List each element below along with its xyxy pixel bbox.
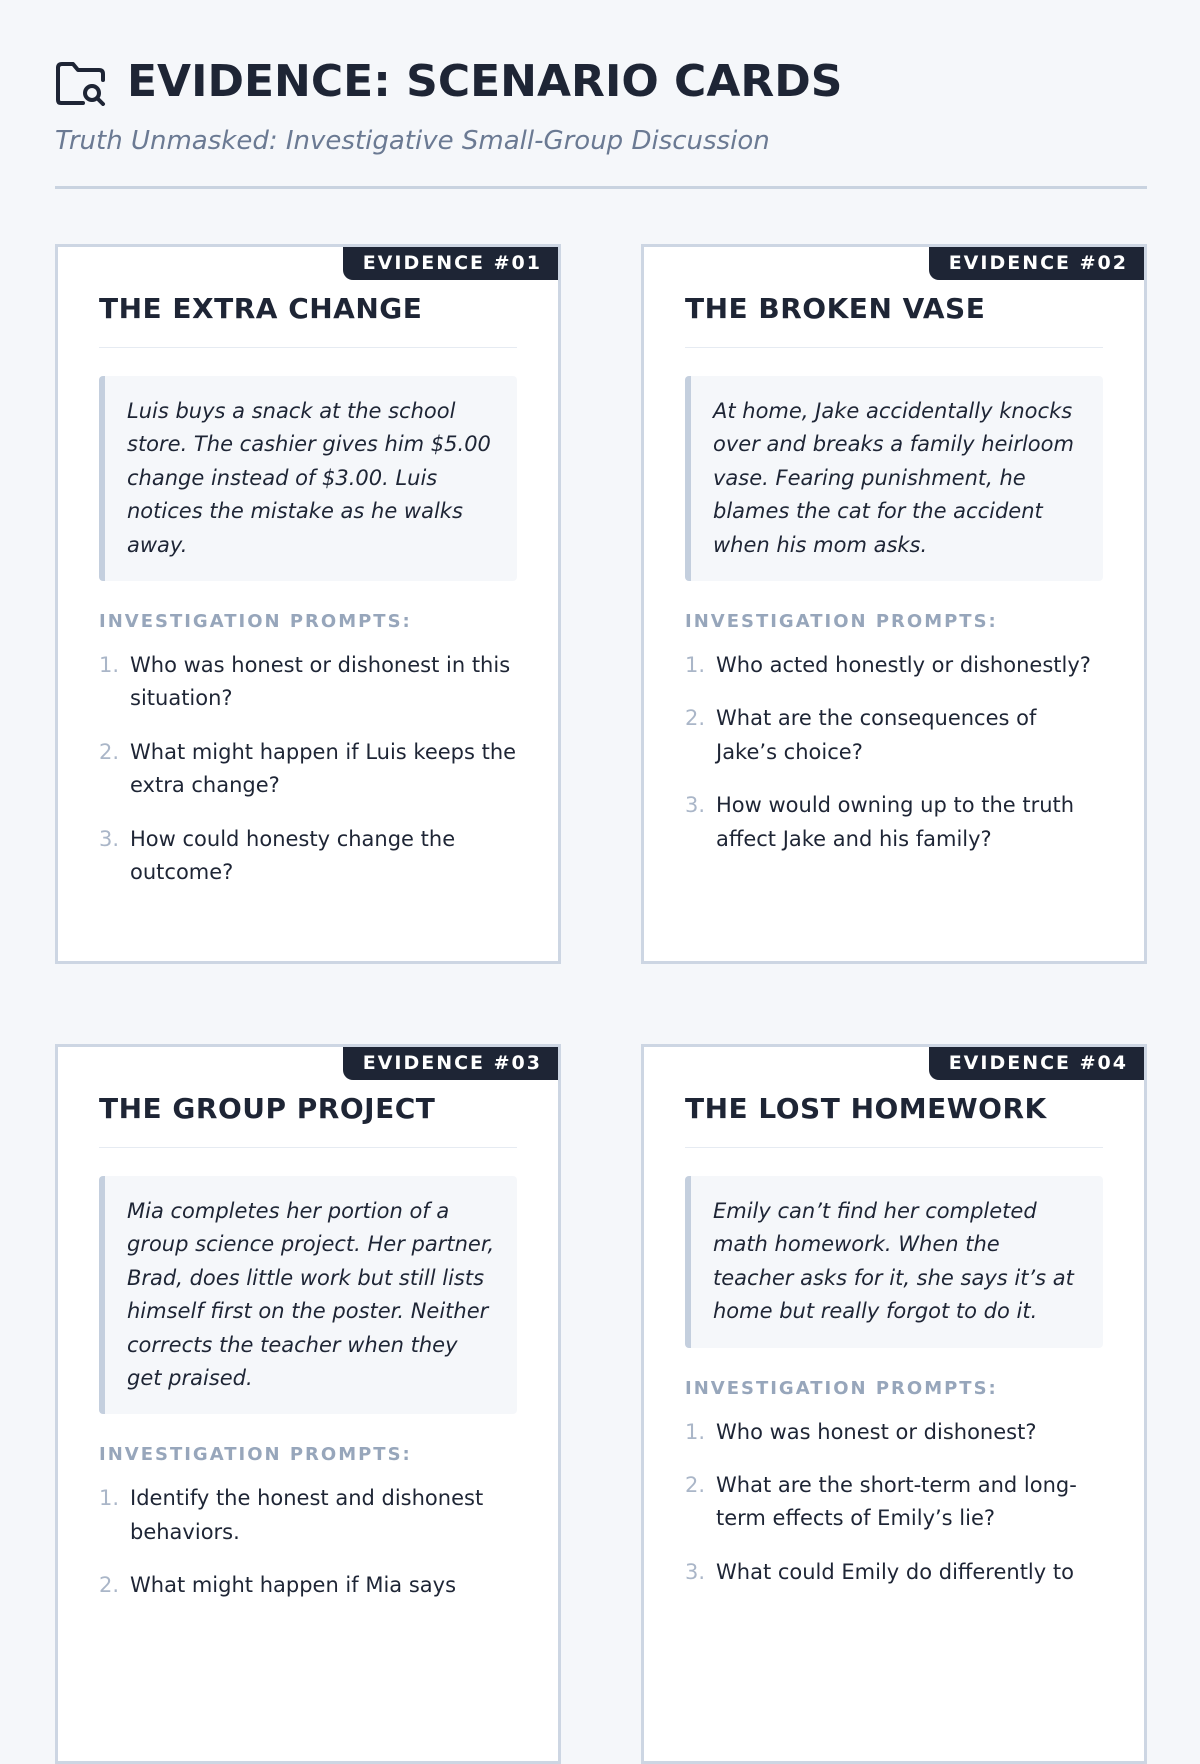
prompt-number: 2. <box>99 1573 120 1598</box>
page-title: EVIDENCE: SCENARIO CARDS <box>127 56 843 107</box>
prompt-number: 1. <box>685 653 706 678</box>
scenario-card <box>641 1044 1147 1764</box>
prompt-item <box>99 649 517 716</box>
prompt-item <box>685 702 1103 769</box>
card-title: THE GROUP PROJECT <box>99 1091 517 1148</box>
prompts-label: INVESTIGATION PROMPTS: <box>99 1444 412 1466</box>
prompt-number: 3. <box>685 793 706 818</box>
header-divider <box>55 186 1147 189</box>
prompt-item <box>99 736 517 803</box>
page-subtitle: Truth Unmasked: Investigative Small-Group Discussion <box>55 126 770 156</box>
folder-search-icon <box>55 60 107 106</box>
scenario-text: At home, Jake accidentally knocks over and breaks a family heirloom vase. Fearing punishment, he blames the cat for the accident when his mom asks. <box>685 376 1103 581</box>
prompt-text: What are the consequences of Jake’s choice? <box>716 706 1037 764</box>
prompt-number: 1. <box>685 1419 706 1444</box>
prompt-text: How could honesty change the outcome? <box>130 826 456 885</box>
card-grid <box>55 244 1147 1764</box>
card-title: THE BROKEN VASE <box>685 291 1103 348</box>
prompt-item <box>685 1416 1103 1449</box>
prompt-number: 2. <box>685 1473 706 1498</box>
prompt-text: Who was honest or dishonest? <box>716 1419 1037 1444</box>
prompt-item <box>685 1469 1103 1536</box>
scenario-card <box>641 244 1147 964</box>
prompt-number: 1. <box>99 653 120 678</box>
header <box>55 56 1147 108</box>
prompt-text: What are the short-term and long-term effects of Emily’s lie? <box>716 1473 1077 1531</box>
prompt-item <box>685 649 1103 682</box>
prompt-text: What could Emily do differently to <box>716 1559 1074 1584</box>
prompt-item <box>685 1556 1103 1589</box>
evidence-tag: EVIDENCE #02 <box>929 247 1144 280</box>
evidence-tag: EVIDENCE #01 <box>343 247 558 280</box>
prompt-number: 3. <box>685 1559 706 1584</box>
prompt-text: Identify the honest and dishonest behaviors. <box>130 1486 484 1544</box>
prompt-number: 2. <box>685 706 706 731</box>
prompt-list <box>685 1416 1103 1590</box>
prompt-item <box>99 1482 517 1549</box>
scenario-card <box>55 244 561 964</box>
scenario-text: Mia completes her portion of a group science project. Her partner, Brad, does little work but still lists himself first on the poster. Neither corrects the teacher when they get praised. <box>99 1176 517 1414</box>
evidence-tag: EVIDENCE #03 <box>343 1047 558 1080</box>
scenario-card <box>55 1044 561 1764</box>
prompt-number: 3. <box>99 826 120 851</box>
prompts-label: INVESTIGATION PROMPTS: <box>685 611 998 633</box>
prompt-item <box>99 1569 517 1602</box>
prompts-label: INVESTIGATION PROMPTS: <box>99 611 412 633</box>
evidence-tag: EVIDENCE #04 <box>929 1047 1144 1080</box>
scenario-text: Luis buys a snack at the school store. The cashier gives him $5.00 change instead of $3.00. Luis notices the mistake as he walks away. <box>99 376 517 581</box>
prompt-text: What might happen if Mia says <box>130 1573 457 1598</box>
prompt-list <box>99 649 517 889</box>
prompt-text: How would owning up to the truth affect Jake and his family? <box>716 793 1075 851</box>
prompt-number: 2. <box>99 739 120 764</box>
card-title: THE EXTRA CHANGE <box>99 291 517 348</box>
prompt-item <box>685 789 1103 856</box>
prompts-label: INVESTIGATION PROMPTS: <box>685 1377 998 1399</box>
card-title: THE LOST HOMEWORK <box>685 1091 1103 1148</box>
prompt-text: Who acted honestly or dishonestly? <box>716 653 1091 678</box>
prompt-text: What might happen if Luis keeps the extra change? <box>130 739 517 798</box>
prompt-text: Who was honest or dishonest in this situation? <box>130 653 511 711</box>
scenario-text: Emily can’t find her completed math homework. When the teacher asks for it, she says it’s at home but really forgot to do it. <box>685 1176 1103 1348</box>
prompt-list <box>99 1482 517 1602</box>
prompt-number: 1. <box>99 1486 120 1511</box>
prompt-list <box>685 649 1103 856</box>
prompt-item <box>99 823 517 890</box>
